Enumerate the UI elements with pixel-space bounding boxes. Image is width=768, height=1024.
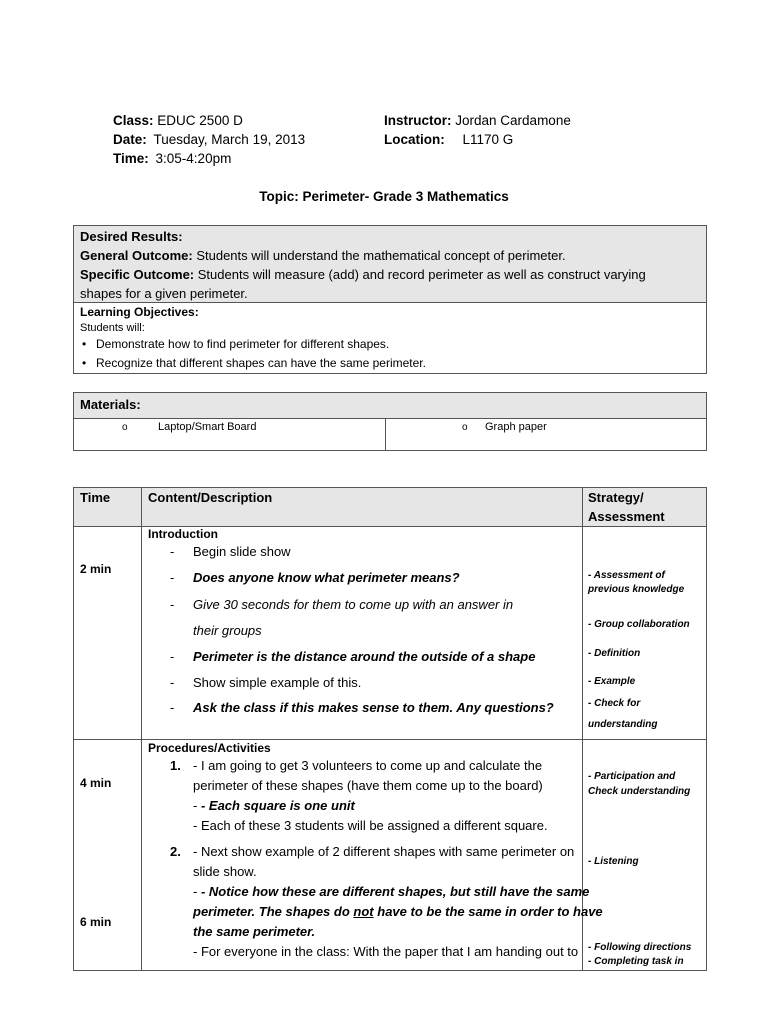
dash: - [170, 570, 175, 585]
location-row [384, 132, 513, 147]
desired-results-heading: Desired Results: [80, 229, 183, 244]
strategy-text: - Listening [588, 856, 639, 867]
procedure-emphasis: have to be the same in order to have [377, 904, 603, 919]
strategy-text: understanding [588, 719, 658, 730]
procedures-time-1: 4 min [80, 776, 112, 790]
class-label: Class: [113, 113, 154, 128]
strategy-text: - Completing task in [588, 956, 684, 967]
materials-header [73, 392, 707, 419]
objective-item: • Demonstrate how to find perimeter for different shapes. [82, 337, 390, 351]
location-label: Location: [384, 132, 445, 147]
strategy-text: previous knowledge [588, 584, 685, 595]
material-item: Graph paper [485, 421, 547, 433]
intro-line: Begin slide show [193, 544, 291, 559]
time-value: 3:05-4:20pm [155, 151, 232, 166]
col-time-header: Time [80, 490, 111, 505]
strategy-text: - Participation and [588, 771, 676, 782]
procedure-line [193, 904, 603, 919]
instructor-value: Jordan Cardamone [455, 113, 571, 128]
procedures-time-2: 6 min [80, 915, 112, 929]
intro-line: their groups [193, 623, 262, 638]
intro-time: 2 min [80, 562, 112, 576]
procedure-emphasis: perimeter. The shapes do [193, 904, 350, 919]
dash: - [170, 649, 175, 664]
intro-line: Does anyone know what perimeter means? [193, 570, 460, 585]
intro-line: Ask the class if this makes sense to them. Any questions? [193, 700, 554, 715]
materials-heading: Materials: [80, 397, 141, 412]
date-label: Date: [113, 132, 147, 147]
specific-outcome [80, 267, 646, 282]
instructor-label: Instructor: [384, 113, 452, 128]
dash: - [170, 597, 175, 612]
procedure-emphasis: - Notice how these are different shapes, but still have the same [200, 884, 590, 899]
strategy-text: - Definition [588, 648, 641, 659]
procedure-line: the same perimeter. [193, 924, 316, 939]
specific-outcome-text: Students will measure (add) and record perimeter as well as construct varying [197, 267, 646, 282]
strategy-text: Check understanding [588, 786, 691, 797]
dash: - [170, 700, 175, 715]
procedure-line: - For everyone in the class: With the paper that I am handing out to [193, 944, 579, 959]
materials-row [73, 418, 707, 451]
procedure-emphasis: - Each square is one unit [200, 798, 355, 813]
date-row [113, 132, 305, 147]
strategy-text: - Following directions [588, 942, 692, 953]
step-number: 1. [170, 758, 181, 773]
objective-item: • Recognize that different shapes can have the same perimeter. [82, 356, 426, 370]
dash: - [170, 675, 175, 690]
topic-title: Topic: Perimeter- Grade 3 Mathematics [259, 189, 509, 204]
specific-outcome-cont: shapes for a given perimeter. [80, 286, 248, 301]
bullet-icon: o [462, 422, 468, 433]
location-value: L1170 G [462, 132, 514, 147]
procedure-underline: not [353, 904, 374, 919]
objectives-intro: Students will: [80, 322, 145, 334]
objectives-heading: Learning Objectives: [80, 305, 199, 319]
objective-text: Demonstrate how to find perimeter for different shapes. [96, 337, 390, 351]
col-strategy-header: Strategy/ [588, 490, 644, 505]
bullet-icon: o [122, 422, 128, 433]
intro-title: Introduction [148, 527, 218, 541]
time-row [113, 151, 231, 166]
procedure-line: - - Each square is one unit [193, 798, 355, 813]
procedure-line: - - Notice how these are different shapes, but still have the same [193, 884, 590, 899]
objectives-box [73, 302, 707, 374]
col-content-header: Content/Description [148, 490, 273, 505]
strategy-text: - Assessment of [588, 570, 665, 581]
material-item: Laptop/Smart Board [158, 421, 257, 433]
procedures-title: Procedures/Activities [148, 741, 271, 755]
procedure-line: - Each of these 3 students will be assigned a different square. [193, 818, 548, 833]
intro-line: Give 30 seconds for them to come up with an answer in [193, 597, 514, 612]
intro-line: Perimeter is the distance around the outside of a shape [193, 649, 536, 664]
strategy-text: - Example [588, 676, 636, 687]
date-value: Tuesday, March 19, 2013 [153, 132, 306, 147]
general-outcome-label: General Outcome: [80, 248, 193, 263]
procedure-line: perimeter of these shapes (have them come up to the board) [193, 778, 543, 793]
intro-line: Show simple example of this. [193, 675, 362, 690]
strategy-text: - Group collaboration [588, 619, 690, 630]
desired-results-box [73, 225, 707, 303]
strategy-text: - Check for [588, 698, 641, 709]
dash: - [170, 544, 175, 559]
general-outcome-text: Students will understand the mathematical concept of perimeter. [196, 248, 566, 263]
general-outcome [80, 248, 566, 263]
procedure-line: - I am going to get 3 volunteers to come up and calculate the [193, 758, 543, 773]
procedure-line: slide show. [193, 864, 257, 879]
procedure-line: - Next show example of 2 different shapes with same perimeter on [193, 844, 575, 859]
instructor-row [384, 113, 571, 128]
step-number: 2. [170, 844, 181, 859]
class-row [113, 113, 243, 128]
specific-outcome-label: Specific Outcome: [80, 267, 195, 282]
objective-text: Recognize that different shapes can have the same perimeter. [96, 356, 426, 370]
time-label: Time: [113, 151, 149, 166]
col-strategy-header-2: Assessment [588, 509, 665, 524]
class-value: EDUC 2500 D [157, 113, 243, 128]
